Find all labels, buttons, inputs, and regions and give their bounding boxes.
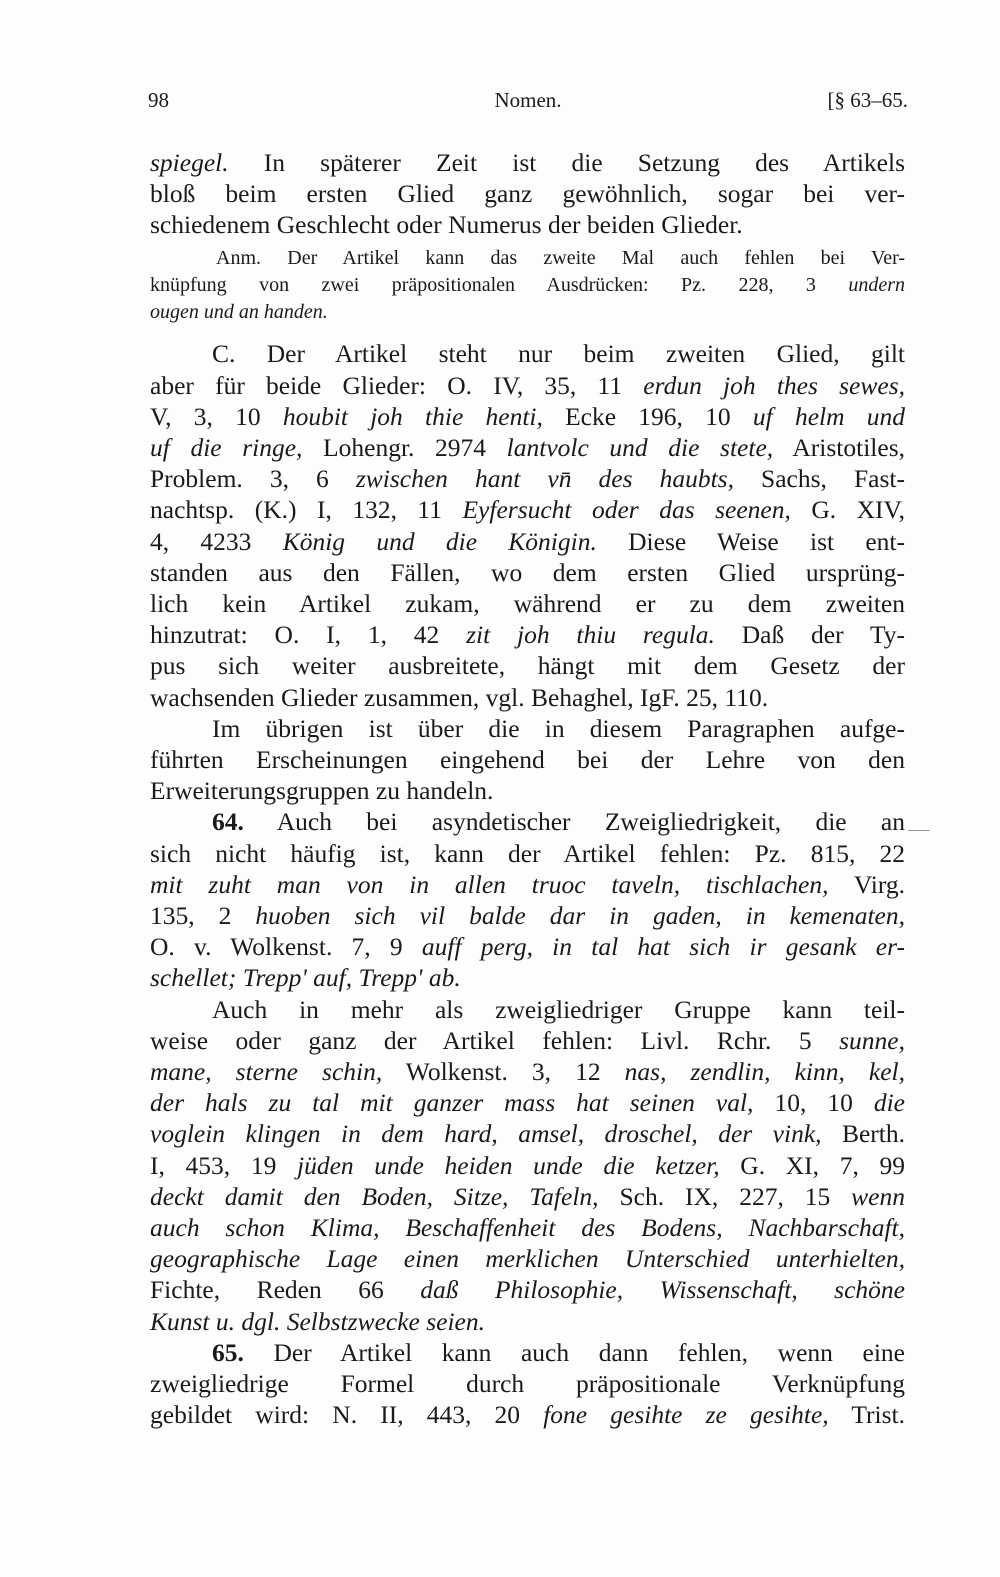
text-run: schiedenem Geschlecht oder Numerus der beiden Glieder. <box>150 210 743 240</box>
text-line <box>150 464 905 494</box>
italic-quote: uf die ringe, <box>150 433 303 462</box>
text-line <box>150 495 905 525</box>
italic-quote: huoben sich vil balde dar in gaden, in kemenaten, <box>255 901 905 930</box>
text-run: zweigliedrige Formel durch präpositionale Verknüpfung <box>150 1369 905 1398</box>
text-run: Sch. IX, 227, 15 <box>598 1181 852 1211</box>
running-header <box>148 88 908 118</box>
italic-quote: voglein klingen in dem hard, amsel, droschel, der vink, <box>150 1119 822 1149</box>
italic-quote: Kunst u. dgl. Selbstzwecke seien. <box>150 1306 485 1336</box>
text-run: Erweiterungsgruppen zu handeln. <box>150 776 494 806</box>
section-number: 64. <box>212 807 244 837</box>
text-line <box>150 1275 905 1305</box>
text-line <box>150 179 905 209</box>
text-line <box>150 1151 905 1181</box>
italic-quote: zwischen hant vn̄ des haubts, <box>355 464 734 494</box>
text-line <box>150 402 905 432</box>
text-line <box>150 807 905 837</box>
text-line <box>150 1400 905 1430</box>
text-run: In späterer Zeit ist die Setzung des Artikels <box>228 148 905 177</box>
page-number: 98 <box>148 88 169 112</box>
text-line <box>150 839 905 869</box>
section-range: [§ 63–65. <box>827 88 908 112</box>
margin-mark <box>908 830 930 831</box>
text-line <box>150 1088 905 1118</box>
text-run: Aristotiles, <box>773 433 906 462</box>
italic-quote: mit zuht man von in allen truoc taveln, tischlachen, <box>150 869 829 899</box>
text-line <box>150 776 905 806</box>
text-run: 135, 2 <box>150 901 256 930</box>
text-line <box>150 870 905 900</box>
text-run: Der Artikel kann auch dann fehlen, wenn eine <box>243 1337 905 1367</box>
text-run: Trist. <box>828 1400 905 1430</box>
text-run: hinzutrat: O. I, 1, 42 <box>150 620 467 650</box>
text-line <box>150 714 905 744</box>
text-run: G. XIV, <box>790 495 906 525</box>
italic-quote: fone gesihte ze gesihte, <box>543 1400 829 1430</box>
text-run: C. Der Artikel steht nur beim zweiten Glied, gilt <box>212 339 905 369</box>
italic-quote: König und die Königin. <box>282 526 597 556</box>
text-line <box>150 901 905 931</box>
italic-quote: lantvolc und die stete, <box>506 433 774 462</box>
italic-quote: geographische Lage einen merklichen Unterschied unterhielten, <box>150 1244 905 1274</box>
text-run: Virg. <box>828 869 905 899</box>
text-line <box>150 1338 905 1368</box>
text-run: V, 3, 10 <box>150 401 283 431</box>
text-line <box>150 1369 905 1399</box>
text-line <box>150 339 905 369</box>
italic-quote: auff perg, in tal hat sich ir gesank er- <box>421 932 905 962</box>
italic-quote: deckt damit den Boden, Sitze, Tafeln, <box>150 1181 599 1211</box>
text-line <box>150 1026 905 1056</box>
italic-quote: der hals zu tal mit ganzer mass hat seinen val, <box>150 1088 754 1118</box>
text-line <box>150 527 905 557</box>
text-run: Lohengr. 2974 <box>302 433 507 462</box>
text-run: Berth. <box>821 1119 906 1149</box>
text-run: Auch bei asyndetischer Zweigliedrigkeit, die an <box>243 807 905 837</box>
italic-quote: Eyfersucht oder das seenen, <box>462 495 791 525</box>
italic-quote: daß Philosophie, Wissenschaft, schöne <box>420 1275 905 1305</box>
text-run: Anm. Der Artikel kann das zweite Mal auch fehlen bei Ver- <box>216 247 905 270</box>
text-line <box>150 745 905 775</box>
text-run: pus sich weiter ausbreitete, hängt mit dem Gesetz der <box>150 651 905 681</box>
text-run: standen aus den Fällen, wo dem ersten Glied ursprüng- <box>150 557 905 587</box>
text-run: Problem. 3, 6 <box>150 464 356 494</box>
text-line <box>150 1244 905 1274</box>
text-line <box>150 1213 905 1243</box>
text-line <box>150 963 905 993</box>
running-title: Nomen. <box>494 88 562 112</box>
text-run: nachtsp. (K.) I, 132, 11 <box>150 495 463 525</box>
text-run: führten Erscheinungen eingehend bei der Lehre von den <box>150 745 905 774</box>
text-line <box>150 1307 905 1337</box>
text-line <box>150 245 905 271</box>
text-line <box>150 1119 905 1149</box>
italic-quote: zit joh thiu regula. <box>466 620 715 650</box>
text-run: Daß der Ty- <box>714 620 906 650</box>
text-run: G. XI, 7, 99 <box>719 1150 905 1180</box>
italic-quote: sunne, <box>839 1025 905 1055</box>
text-line <box>150 1057 905 1087</box>
text-run: knüpfung von zwei präpositionalen Ausdrücken: Pz. 228, 3 <box>150 274 849 297</box>
text-run: Im übrigen ist über die in diesem Paragraphen aufge- <box>212 713 905 743</box>
text-run: Fichte, Reden 66 <box>150 1275 421 1305</box>
section-number: 65. <box>212 1337 244 1367</box>
text-line <box>150 995 905 1025</box>
text-line <box>150 433 905 463</box>
text-run: I, 453, 19 <box>150 1150 297 1180</box>
italic-quote: schellet; Trepp' auf, Trepp' ab. <box>150 963 461 993</box>
text-run: Auch in mehr als zweigliedriger Gruppe kann teil- <box>212 994 905 1024</box>
text-run: 4, 4233 <box>150 526 283 556</box>
italic-quote: spiegel. <box>150 148 229 177</box>
text-line <box>150 651 905 681</box>
text-line <box>150 589 905 619</box>
text-run: wachsenden Glieder zusammen, vgl. Behaghel, IgF. 25, 110. <box>150 682 769 712</box>
text-run: Diese Weise ist ent- <box>596 526 905 556</box>
text-run: O. v. Wolkenst. 7, 9 <box>150 932 422 962</box>
text-run: aber für beide Glieder: O. IV, 35, 11 <box>150 370 644 400</box>
italic-quote: wenn <box>851 1181 905 1211</box>
text-line <box>150 558 905 588</box>
italic-quote: mane, sterne schin, <box>150 1057 383 1086</box>
text-line <box>150 148 905 178</box>
italic-quote: die <box>873 1088 905 1118</box>
text-run: lich kein Artikel zukam, während er zu dem zweiten <box>150 589 905 618</box>
text-line <box>150 272 905 298</box>
italic-quote: jüden unde heiden unde die ketzer, <box>296 1150 720 1180</box>
text-run: Wolkenst. 3, 12 <box>382 1057 625 1086</box>
text-run: gebildet wird: N. II, 443, 20 <box>150 1400 544 1430</box>
italic-quote: houbit joh thie henti, <box>282 401 543 431</box>
text-line <box>150 299 905 325</box>
italic-quote: undern <box>848 274 905 297</box>
text-line <box>150 1182 905 1212</box>
text-line <box>150 932 905 962</box>
text-line <box>150 210 905 240</box>
text-run: sich nicht häufig ist, kann der Artikel fehlen: Pz. 815, 22 <box>150 838 905 868</box>
text-run: 10, 10 <box>753 1088 874 1118</box>
text-line <box>150 683 905 713</box>
italic-quote: uf helm und <box>752 401 906 431</box>
text-run: Ecke 196, 10 <box>542 401 753 431</box>
italic-quote: nas, zendlin, kinn, kel, <box>624 1057 905 1086</box>
text-run: weise oder ganz der Artikel fehlen: Livl. Rchr. 5 <box>150 1025 840 1055</box>
italic-quote: erdun joh thes sewes, <box>643 370 906 400</box>
text-line <box>150 620 905 650</box>
text-run: bloß beim ersten Glied ganz gewöhnlich, sogar bei ver- <box>150 179 905 209</box>
italic-quote: ougen und an handen. <box>150 301 328 324</box>
text-line <box>150 371 905 401</box>
italic-quote: auch schon Klima, Beschaffenheit des Bodens, Nachbarschaft, <box>150 1213 905 1242</box>
text-run: Sachs, Fast- <box>733 464 905 494</box>
